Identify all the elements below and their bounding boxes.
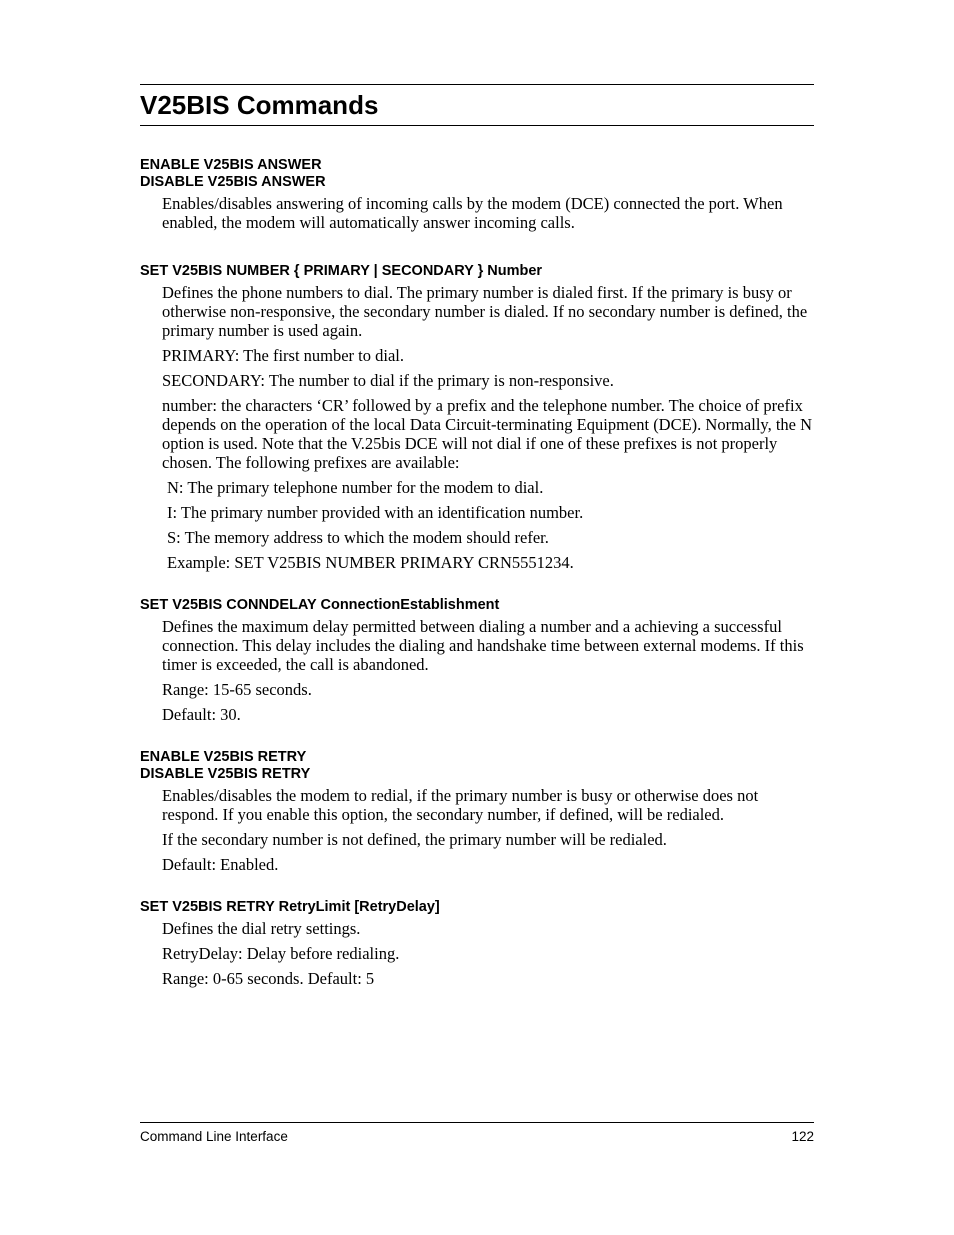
section-enable-v25bis-answer [140,157,814,232]
section-heading: SET V25BIS CONNDELAY ConnectionEstablishment [140,597,500,613]
paragraph: Enables/disables the modem to redial, if the primary number is busy or otherwise does not respond. If you enable this option, the secondary number, if defined, will be redialed. [162,786,759,824]
section-heading: ENABLE V25BIS ANSWER [140,157,322,173]
paragraph: Range: 15-65 seconds. [162,680,312,699]
title-top-rule [140,84,814,85]
prefix-option: I: The primary number provided with an identification number. [167,503,584,522]
paragraph: Enables/disables answering of incoming calls by the modem (DCE) connected the port. When enabled, the modem will automatically answer incoming calls. [162,194,783,232]
page-number: 122 [791,1129,814,1144]
page-content [140,84,814,994]
section-heading: DISABLE V25BIS ANSWER [140,174,326,190]
section-set-v25bis-conndelay [140,597,814,724]
paragraph: Defines the dial retry settings. [162,919,361,938]
section-heading: SET V25BIS NUMBER { PRIMARY | SECONDARY } Number [140,263,543,279]
page-title: V25BIS Commands [140,90,379,120]
prefix-option: S: The memory address to which the modem should refer. [167,528,549,547]
prefix-option: N: The primary telephone number for the modem to dial. [167,478,544,497]
paragraph: number: the characters ‘CR’ followed by a prefix and the telephone number. The choice of prefix depends on the operation of the local Data Circuit-terminating Equipment (DCE). Normally, the N option is used. Note that the V.25bis DCE will not dial if one of these prefixes is not properly chosen. The following prefixes are available: [162,396,813,472]
paragraph: Default: Enabled. [162,855,279,874]
section-heading: ENABLE V25BIS RETRY [140,749,307,765]
paragraph: Defines the maximum delay permitted between dialing a number and a achieving a successful connection. This delay includes the dialing and handshake time between external modems. If this timer is exceeded, the call is abandoned. [162,617,804,674]
section-enable-v25bis-retry [140,749,814,874]
paragraph: Default: 30. [162,705,241,724]
paragraph: If the secondary number is not defined, the primary number will be redialed. [162,830,667,849]
section-set-v25bis-number [140,263,814,572]
paragraph: Range: 0-65 seconds. Default: 5 [162,969,375,988]
section-heading: DISABLE V25BIS RETRY [140,766,311,782]
section-set-v25bis-retry [140,899,814,988]
section-heading: SET V25BIS RETRY RetryLimit [RetryDelay] [140,899,440,915]
paragraph: RetryDelay: Delay before redialing. [162,944,400,963]
page-footer [140,1122,814,1144]
paragraph: PRIMARY: The first number to dial. [162,346,405,365]
title-bottom-rule [140,125,814,126]
paragraph: Defines the phone numbers to dial. The primary number is dialed first. If the primary is busy or otherwise non-responsive, the secondary number is dialed. If no secondary number is defined, the primary number is used again. [162,283,808,340]
footer-title: Command Line Interface [140,1129,288,1144]
paragraph: SECONDARY: The number to dial if the primary is non-responsive. [162,371,614,390]
example-line: Example: SET V25BIS NUMBER PRIMARY CRN5551234. [167,553,574,572]
